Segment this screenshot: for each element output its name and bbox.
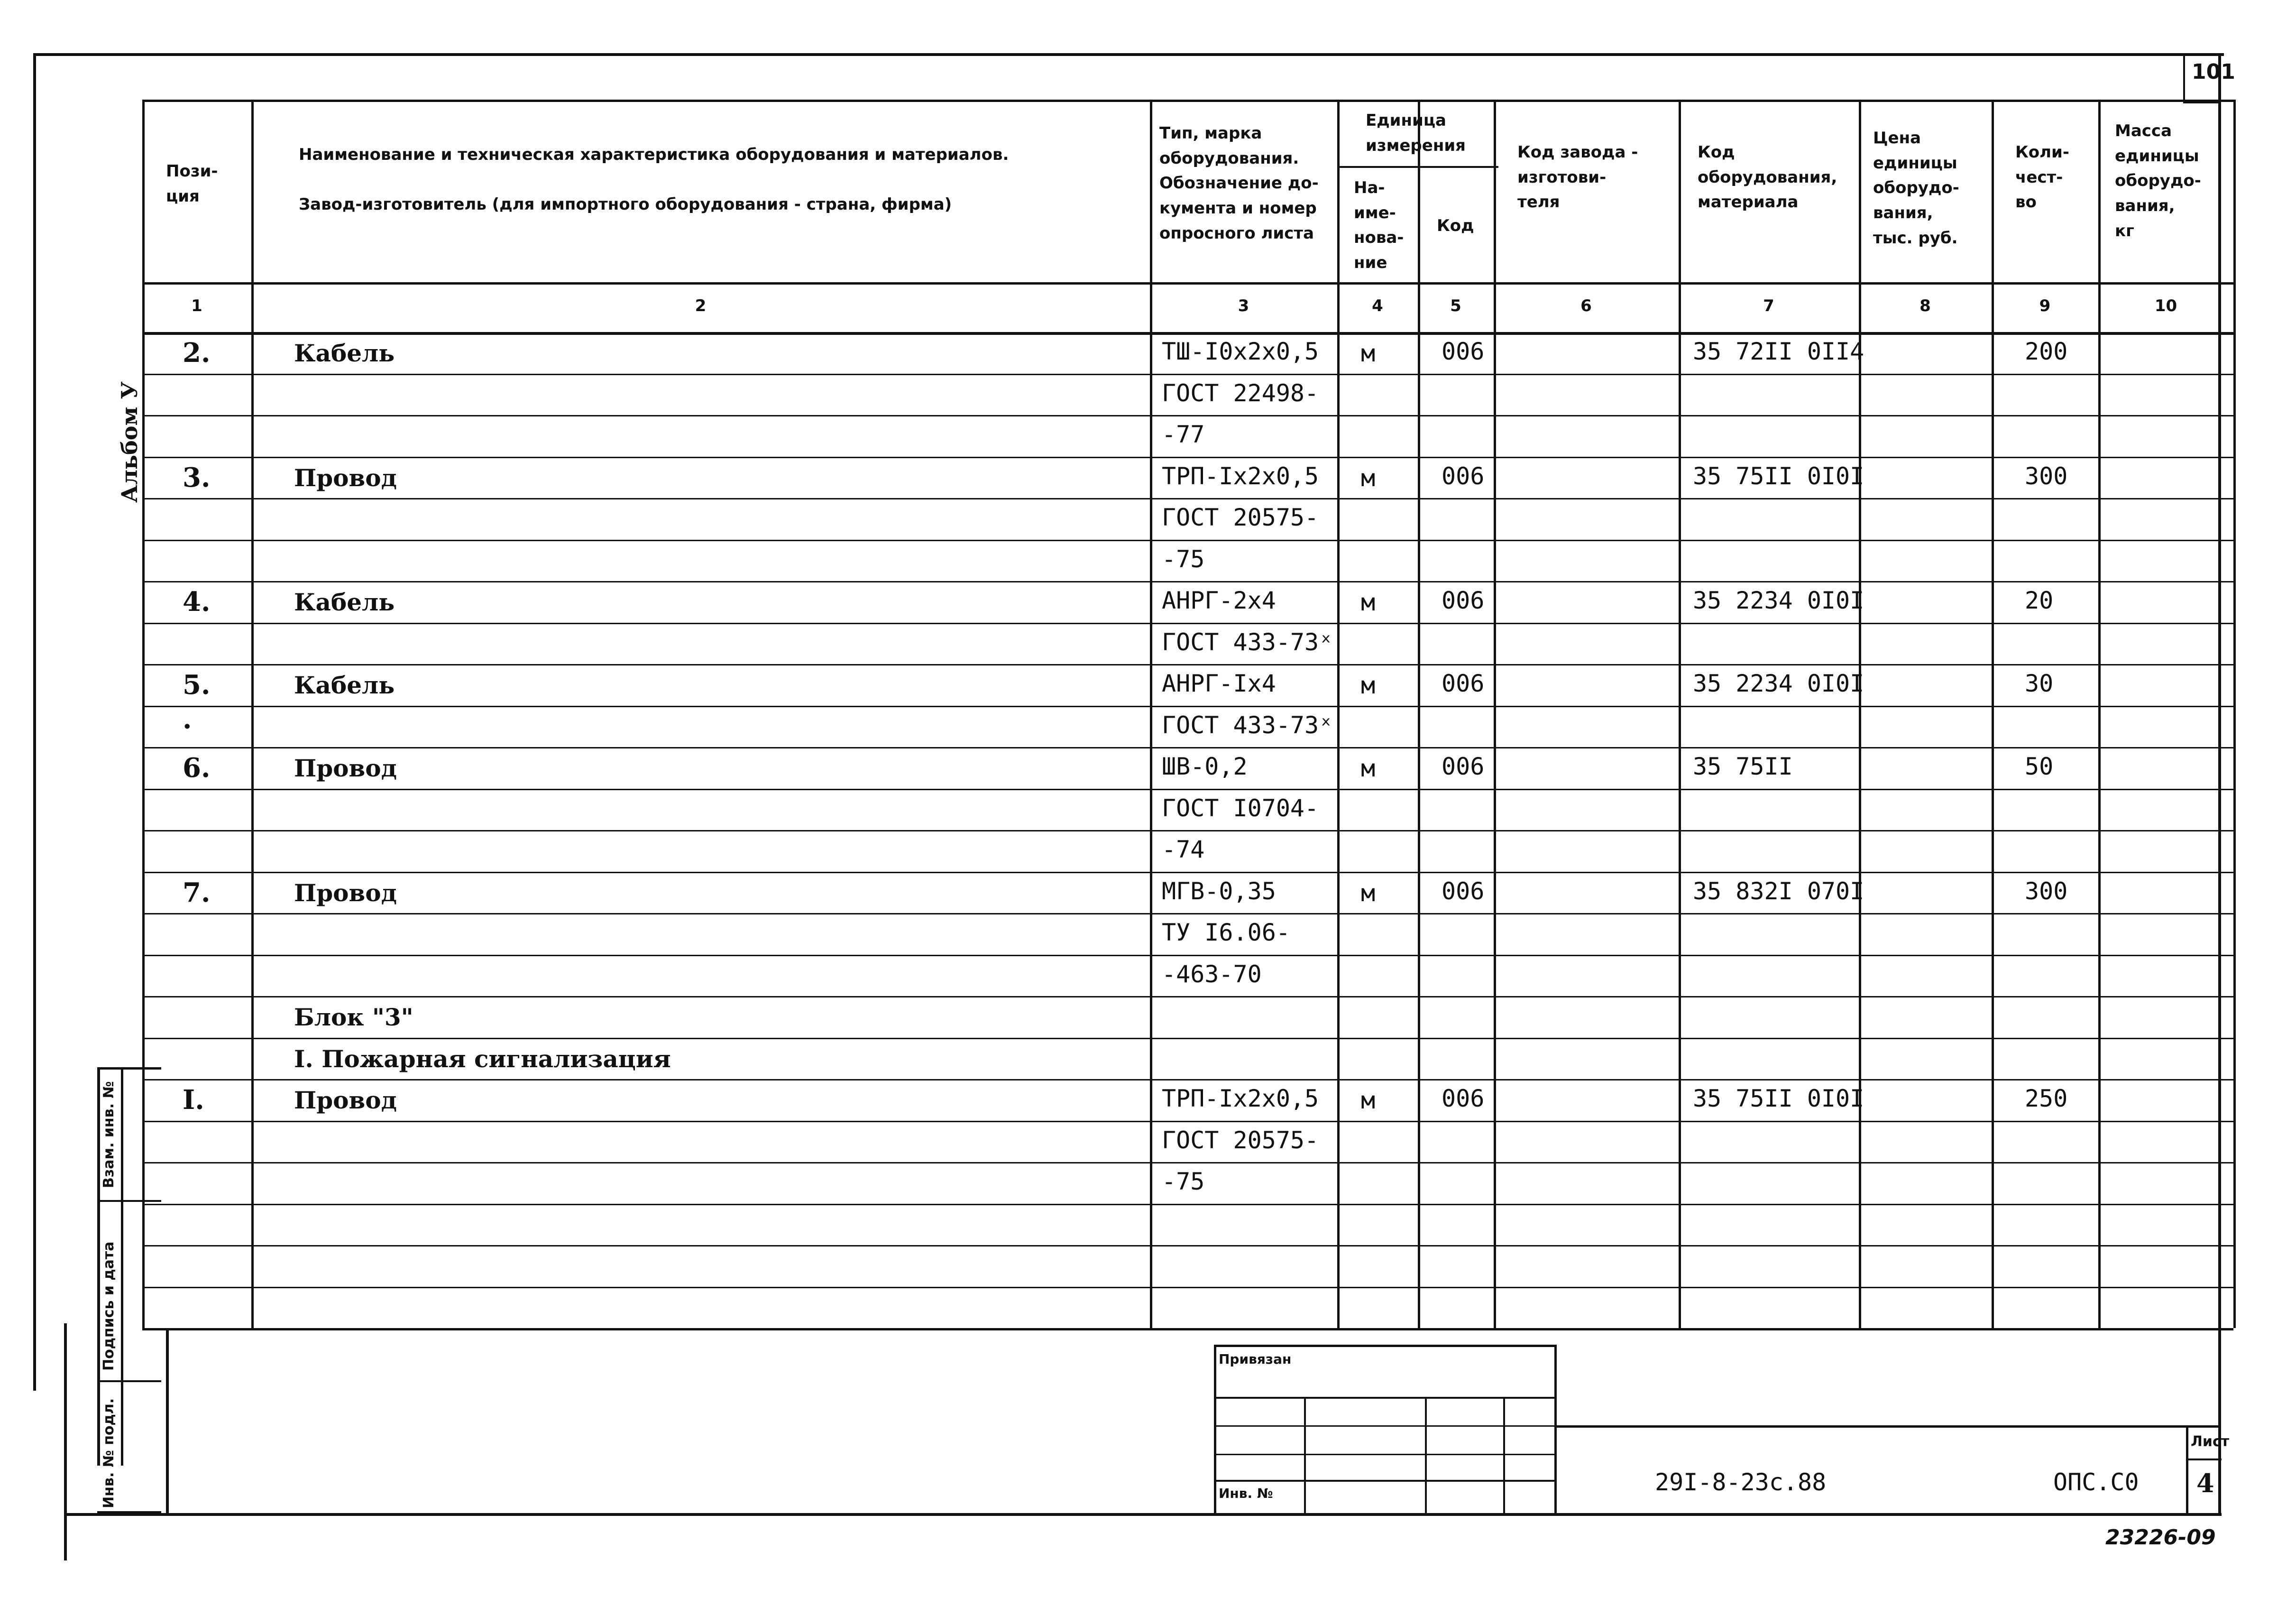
frame-bottom [64,1513,2222,1516]
row-line [142,664,2233,665]
col-line-0 [142,100,145,1328]
row-line [142,1287,2233,1288]
row-type: ГОСТ 20575- [1162,1126,1319,1154]
row-type: ШВ-0,2 [1162,753,1248,780]
col-line-7 [1859,100,1861,1328]
row-name: Провод [294,463,397,492]
stamp-podpis: Подпись и дата [101,1241,117,1371]
row-name: I. Пожарная сигнализация [294,1044,671,1073]
stamp-top [97,1067,161,1070]
row-line [142,1162,2233,1163]
col-line-10 [2233,100,2236,1328]
numbers-bottom [142,332,2233,335]
header-unit-code: Код [1437,216,1474,235]
stamp-inv-podl: Инв. № подл. [101,1398,117,1508]
stamp-bottom [97,1511,161,1513]
row-unit-code: 006 [1442,462,1485,490]
column-number-7: 7 [1763,296,1774,315]
column-number-1: 1 [191,296,202,315]
row-unit-code: 006 [1442,1085,1485,1112]
row-position: 5. [183,669,211,701]
row-name: Провод [294,878,397,907]
column-number-6: 6 [1580,296,1592,315]
col-line-3 [1337,100,1340,1328]
row-type: ГОСТ 22498- [1162,379,1319,407]
frame-left-lower [64,1323,67,1560]
unit-group-divider [1337,166,1498,168]
row-line [142,457,2233,458]
column-number-2: 2 [695,296,707,315]
title-strip-top [1557,1425,2221,1428]
header-type: Тип, марка оборудования. Обозначение до- кумента и номер опросного листа [1159,124,1319,243]
lower-frame-left [166,1328,169,1513]
header-factory-code: Код завода - изготови- теля [1517,143,1638,212]
row-line [142,415,2233,416]
header-mass: Масса единицы оборудо- вания, кг [2115,121,2201,240]
inv-no-label: Инв. № [1219,1486,1273,1501]
header-quantity: Коли- чест- во [2015,143,2069,212]
row-line [142,789,2233,790]
header-position: Пози- ция [166,162,218,206]
col-line-5 [1494,100,1496,1328]
row-equipment-code: 35 75II 0I0I [1693,1085,1864,1112]
row-position: 4. [183,586,211,618]
document-mark: ОПС.С0 [2053,1468,2139,1496]
row-name: Кабель [294,671,395,699]
row-unit: м [1361,879,1376,907]
document-code: 29I-8-23с.88 [1655,1468,1827,1496]
row-quantity: 300 [2025,462,2068,490]
row-unit: м [1361,755,1376,782]
row-position: 2. [183,337,211,369]
mark-box-left [2183,56,2185,103]
priv-col-3 [1503,1397,1505,1513]
column-number-10: 10 [2154,296,2177,315]
frame-left-upper [33,53,36,1391]
priv-left [1214,1345,1216,1513]
header-price: Цена единицы оборудо- вания, тыс. руб. [1873,129,1959,248]
row-unit-code: 006 [1442,338,1485,365]
row-line [142,706,2233,707]
row-line [142,623,2233,624]
row-name: Кабель [294,339,395,367]
row-unit-code: 006 [1442,670,1485,697]
row-type: -463-70 [1162,960,1262,988]
row-equipment-code: 35 2234 0I0I [1693,670,1864,697]
col-line-6 [1679,100,1681,1328]
row-equipment-code: 35 72II 0II4 [1693,338,1864,365]
row-name: Блок "3" [294,1003,413,1031]
row-position: 6. [183,752,211,784]
row-position: 3. [183,462,211,493]
frame-right [2218,53,2221,1514]
header-name: Наименование и техническая характеристика оборудования и материалов. Завод-изготовитель (для импортного оборудования - страна, фирма) [299,145,1009,214]
row-equipment-code: 35 832I 070I [1693,877,1864,905]
row-line [142,996,2233,997]
row-type: -75 [1162,545,1205,573]
row-line [142,747,2233,748]
col-line-2 [1150,100,1152,1328]
column-number-4: 4 [1372,296,1383,315]
row-position: I. [183,1084,204,1116]
row-unit: м [1361,1087,1376,1114]
priv-col-1 [1304,1397,1306,1513]
row-line [142,540,2233,541]
row-type: -75 [1162,1168,1205,1195]
row-type: МГВ-0,35 [1162,877,1276,905]
row-line [142,1121,2233,1122]
row-unit: м [1361,672,1376,699]
row-name: Провод [294,1086,397,1114]
priv-top [1214,1345,1555,1347]
row-quantity: 200 [2025,338,2068,365]
column-number-8: 8 [1919,296,1931,315]
row-line [142,955,2233,956]
col-line-4 [1418,100,1420,1328]
row-equipment-code: 35 2234 0I0I [1693,587,1864,614]
table-top [142,100,2233,102]
row-equipment-code: 35 75II 0I0I [1693,462,1864,490]
row-line [142,498,2233,499]
col-line-1 [251,100,254,1328]
sheet-mark: 101 [2192,60,2235,84]
row-quantity: 20 [2025,587,2054,614]
row-line [142,1079,2233,1080]
col-line-8 [1992,100,1994,1328]
header-unit-group: Единица измерения [1366,111,1466,155]
row-equipment-code: 35 75II [1693,753,1793,780]
row-type: ТУ I6.06- [1162,919,1290,946]
header-unit-name: На- име- нова- ние [1354,178,1404,273]
sheet-label: Лист [2191,1433,2230,1450]
priv-col-2 [1425,1397,1427,1513]
row-position: · [183,711,192,742]
row-position: 7. [183,877,211,908]
col-line-9 [2098,100,2101,1328]
row-quantity: 250 [2025,1085,2068,1112]
row-type: ГОСТ I0704- [1162,794,1319,822]
row-type: ТРП-Iх2х0,5 [1162,462,1319,490]
row-unit-code: 006 [1442,877,1485,905]
priv-right [1554,1345,1557,1513]
sheet-number: 4 [2196,1468,2214,1498]
sheet-box-left [2186,1425,2188,1513]
sheet-box-divider [2186,1459,2222,1460]
column-number-5: 5 [1450,296,1461,315]
footer-code: 23226-09 [2105,1525,2216,1550]
row-line [142,872,2233,873]
row-line [142,913,2233,914]
column-number-9: 9 [2039,296,2051,315]
row-unit: м [1361,464,1376,492]
stamp-vzam: Взам. инв. № [101,1081,117,1188]
row-type: ГОСТ 433-73ˣ [1162,628,1333,656]
row-type: ГОСТ 433-73ˣ [1162,711,1333,739]
privyazan-label: Привязан [1219,1351,1292,1367]
row-quantity: 50 [2025,753,2054,780]
row-unit: м [1361,340,1376,367]
stamp-sep-1 [97,1200,161,1202]
frame-top [33,53,2224,56]
row-line [142,1204,2233,1205]
row-line [142,374,2233,375]
row-unit-code: 006 [1442,753,1485,780]
row-type: ГОСТ 20575- [1162,504,1319,531]
row-unit: м [1361,589,1376,616]
row-type: ТШ-I0х2х0,5 [1162,338,1319,365]
row-type: АНРГ-Iх4 [1162,670,1276,697]
row-type: -77 [1162,421,1205,448]
column-number-3: 3 [1238,296,1249,315]
row-type: -74 [1162,836,1205,863]
row-line [142,1245,2233,1246]
stamp-sep-2 [97,1380,161,1382]
row-name: Кабель [294,588,395,616]
header-equipment-code: Код оборудования, материала [1698,143,1837,212]
row-quantity: 300 [2025,877,2068,905]
row-line [142,1038,2233,1039]
row-line [142,581,2233,582]
row-type: АНРГ-2х4 [1162,587,1276,614]
lower-frame-top [166,1328,2224,1330]
row-line [142,830,2233,831]
header-bottom [142,282,2233,285]
row-unit-code: 006 [1442,587,1485,614]
row-type: ТРП-Iх2х0,5 [1162,1085,1319,1112]
row-name: Провод [294,754,397,782]
album-label: Альбом У [117,381,142,503]
stamp-left [97,1067,100,1466]
stamp-divider [121,1067,123,1466]
row-quantity: 30 [2025,670,2054,697]
